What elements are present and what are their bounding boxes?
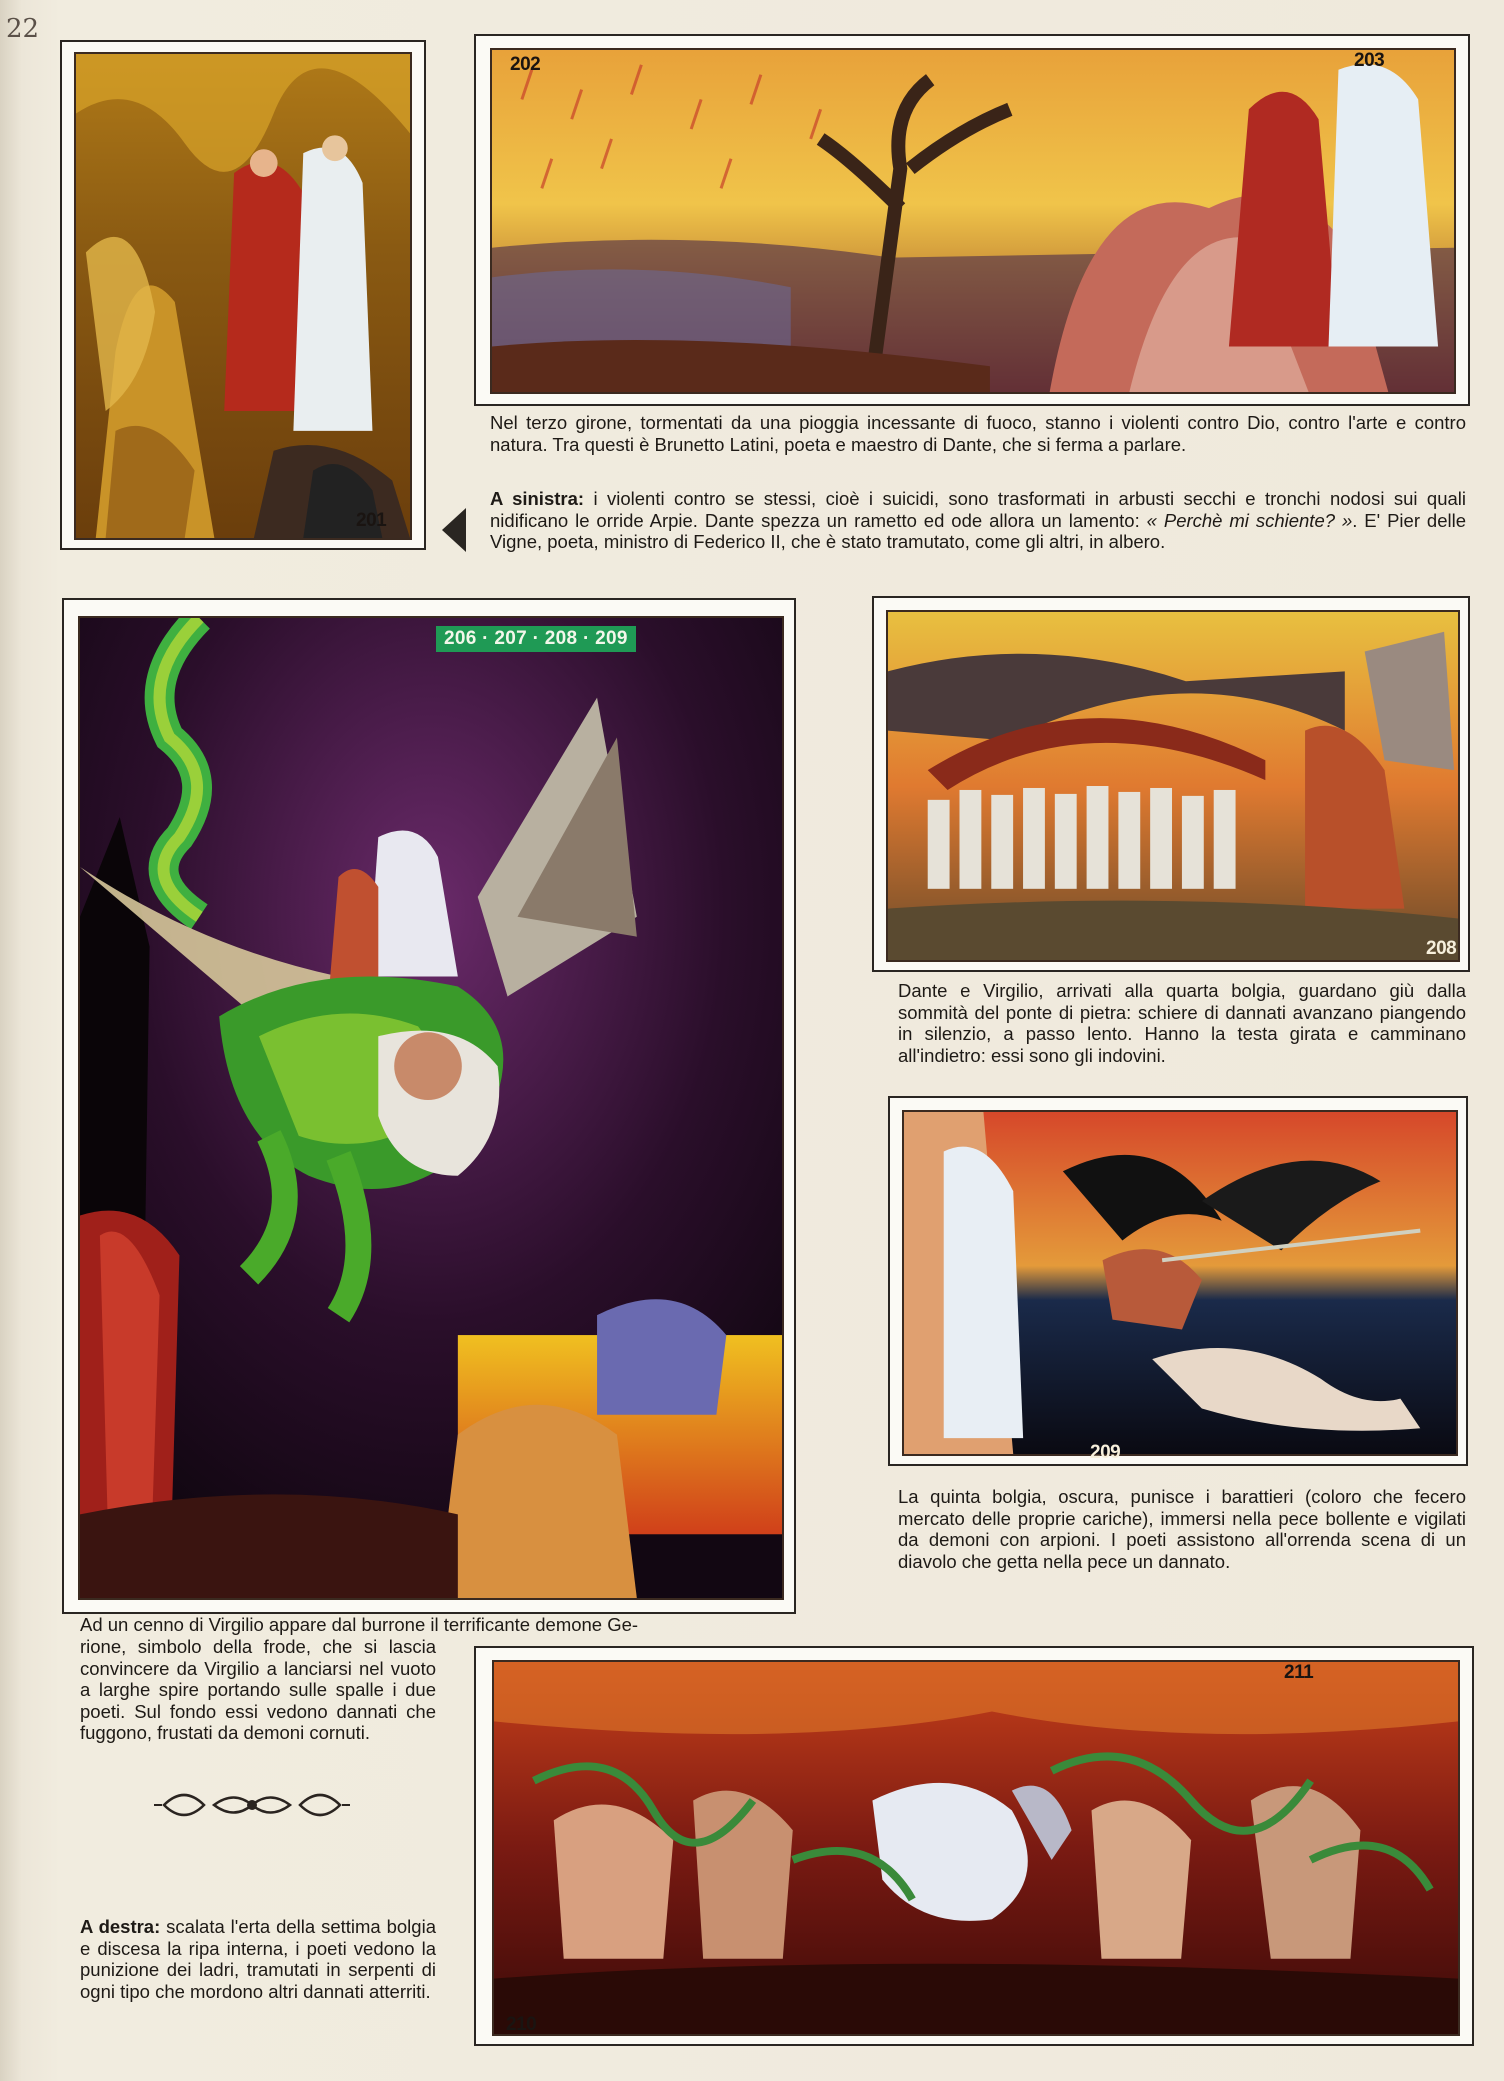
panel-202-203-illustration (490, 48, 1456, 394)
panel-geryon-frame (62, 598, 796, 1614)
left-arrow-icon (442, 508, 466, 552)
caption-a-sinistra-lead: A sinistra: (490, 488, 585, 509)
panel-202-203-frame (474, 34, 1470, 406)
panel-201-frame (60, 40, 426, 550)
panel-209-illustration (902, 1110, 1458, 1456)
page-number: 22 (6, 14, 40, 44)
panel-208-frame (872, 596, 1470, 972)
caption-209: La quinta bolgia, oscura, punisce i barattieri (coloro che fecero mercato delle proprie cariche), immersi nella pece bollente e vigilati da demoni con arpioni. I poeti assistono all'orrenda scena di un diavolo che getta nella pece un dannato. (898, 1486, 1466, 1572)
caption-a-sinistra-quote: « Perchè mi schiente? » (1146, 509, 1353, 531)
panel-208-number: 208 (1426, 938, 1457, 959)
panel-202-number: 202 (510, 54, 541, 75)
panel-203-number: 203 (1354, 50, 1385, 71)
caption-third-girone: Nel terzo girone, tormentati da una pioggia incessante di fuoco, stanno i violenti contro Dio, contro l'arte e contro natura. Tra questi è Brunetto Latini, poeta e maestro di Dante, che si ferma a parlare. (490, 412, 1466, 455)
panel-208-illustration (886, 610, 1460, 962)
caption-a-destra-text: scalata l'erta della settima bolgia e discesa la ripa interna, i poeti vedono la punizione dei ladri, tramutati in serpenti di ogni tipo che mordono altri dannati atterriti. (80, 1916, 436, 2002)
ornament-flourish (154, 1780, 350, 1830)
panel-210-number: 210 (506, 2014, 537, 2035)
caption-a-destra (80, 1916, 436, 2002)
caption-a-sinistra (490, 488, 1466, 553)
caption-geryon-line: Ad un cenno di Virgilio appare dal burrone il terrificante demone Ge- (80, 1614, 639, 1635)
panel-210-211-frame (474, 1646, 1474, 2046)
panel-209-frame (888, 1096, 1468, 1466)
caption-a-sinistra-text-1: i violenti contro se stessi, cioè i suicidi, sono trasformati in arbusti secchi e tronchi nodosi sui quali nidificano le orride Arpie. Dante spezza un rametto ed ode allora un lamento: (490, 488, 1467, 531)
panel-201-number: 201 (356, 510, 387, 531)
panel-210-211-illustration (492, 1660, 1460, 2036)
caption-geryon-rest: rione, simbolo della frode, che si lascia convincere da Virgilio a lanciarsi nel vuoto a larghe spire portando sulle spalle i due poeti. Sul fondo essi vedono dannati che fuggono, frustati da demoni cornuti. (80, 1636, 436, 1743)
caption-208: Dante e Virgilio, arrivati alla quarta bolgia, guardano giù dalla sommità del ponte di pietra: schiere di dannati avanzano piangendo in silenzio, a passo lento. Hanno la testa girata e camminano all'indietro: essi sono gli indovini. (898, 980, 1466, 1066)
panel-211-number: 211 (1284, 1662, 1314, 1683)
panel-geryon-numbers-tag: 206 · 207 · 208 · 209 (436, 626, 636, 652)
panel-209-number: 209 (1090, 1442, 1121, 1463)
caption-a-sinistra-text-2: . E' Pier delle Vigne, poeta, ministro di Federico II, che è stato tramutato, come gli altri, in albero. (490, 509, 1466, 552)
panel-geryon-illustration (78, 616, 784, 1600)
panel-201-illustration (74, 52, 412, 540)
caption-a-destra-lead: A destra: (80, 1916, 161, 1937)
